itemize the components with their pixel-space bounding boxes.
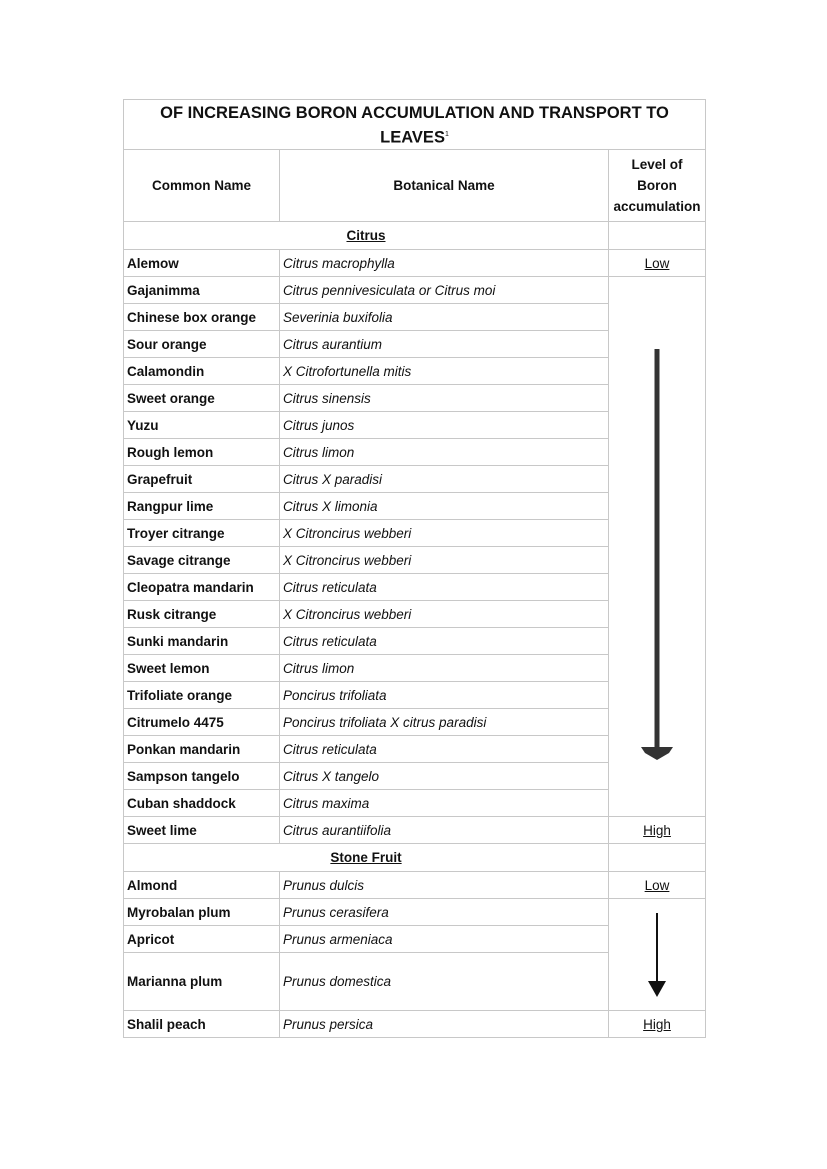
common-name-cell: Sweet orange: [124, 385, 280, 412]
level-high-cell: High: [609, 1011, 706, 1038]
header-row: [124, 150, 706, 222]
section-row: [124, 844, 706, 872]
botanical-name-cell: Poncirus trifoliata X citrus paradisi: [280, 709, 609, 736]
common-name-cell: Sweet lime: [124, 817, 280, 844]
botanical-name-cell: Prunus domestica: [280, 953, 609, 1011]
arrow-down-icon: [637, 349, 677, 761]
botanical-name-cell: Prunus persica: [280, 1011, 609, 1038]
botanical-name-cell: Citrus pennivesiculata or Citrus moi: [280, 277, 609, 304]
botanical-name-cell: X Citrofortunella mitis: [280, 358, 609, 385]
level-low-cell: Low: [609, 872, 706, 899]
common-name-cell: Apricot: [124, 926, 280, 953]
header-level-line2: Boron: [637, 178, 677, 193]
section-level-empty: [609, 844, 706, 872]
common-name-cell: Cleopatra mandarin: [124, 574, 280, 601]
table-row: [124, 1011, 706, 1038]
table-row: [124, 872, 706, 899]
header-common-name: Common Name: [124, 150, 280, 222]
common-name-cell: Citrumelo 4475: [124, 709, 280, 736]
table-row: [124, 899, 706, 926]
section-row: [124, 222, 706, 250]
botanical-name-cell: Citrus reticulata: [280, 736, 609, 763]
botanical-name-cell: Citrus limon: [280, 655, 609, 682]
common-name-cell: Myrobalan plum: [124, 899, 280, 926]
arrow-down-icon: [645, 913, 669, 999]
table-row: [124, 277, 706, 304]
botanical-name-cell: Prunus dulcis: [280, 872, 609, 899]
boron-table-page: [123, 99, 705, 1038]
common-name-cell: Grapefruit: [124, 466, 280, 493]
botanical-name-cell: Citrus aurantium: [280, 331, 609, 358]
common-name-cell: Alemow: [124, 250, 280, 277]
botanical-name-cell: Prunus cerasifera: [280, 899, 609, 926]
common-name-cell: Rusk citrange: [124, 601, 280, 628]
botanical-name-cell: Poncirus trifoliata: [280, 682, 609, 709]
common-name-cell: Rough lemon: [124, 439, 280, 466]
citrus-section: [124, 222, 706, 844]
section-title: Citrus: [124, 222, 609, 250]
botanical-name-cell: Citrus reticulata: [280, 628, 609, 655]
table-title: [124, 100, 706, 150]
botanical-name-cell: Citrus macrophylla: [280, 250, 609, 277]
section-title: Stone Fruit: [124, 844, 609, 872]
common-name-cell: Ponkan mandarin: [124, 736, 280, 763]
common-name-cell: Sweet lemon: [124, 655, 280, 682]
botanical-name-cell: Citrus X limonia: [280, 493, 609, 520]
common-name-cell: Trifoliate orange: [124, 682, 280, 709]
title-footnote: 1: [444, 131, 449, 139]
level-high-cell: High: [609, 817, 706, 844]
botanical-name-cell: Prunus armeniaca: [280, 926, 609, 953]
botanical-name-cell: Citrus reticulata: [280, 574, 609, 601]
botanical-name-cell: Citrus maxima: [280, 790, 609, 817]
common-name-cell: Yuzu: [124, 412, 280, 439]
common-name-cell: Gajanimma: [124, 277, 280, 304]
header-level-line1: Level of: [631, 157, 683, 172]
botanical-name-cell: Citrus sinensis: [280, 385, 609, 412]
botanical-name-cell: Citrus junos: [280, 412, 609, 439]
common-name-cell: Marianna plum: [124, 953, 280, 1011]
botanical-name-cell: X Citroncirus webberi: [280, 520, 609, 547]
level-arrow-cell: [609, 899, 706, 1011]
common-name-cell: Savage citrange: [124, 547, 280, 574]
botanical-name-cell: Severinia buxifolia: [280, 304, 609, 331]
common-name-cell: Calamondin: [124, 358, 280, 385]
botanical-name-cell: Citrus X paradisi: [280, 466, 609, 493]
common-name-cell: Troyer citrange: [124, 520, 280, 547]
botanical-name-cell: X Citroncirus webberi: [280, 547, 609, 574]
table-row: [124, 817, 706, 844]
boron-accumulation-table: [123, 99, 706, 1038]
header-botanical-name: Botanical Name: [280, 150, 609, 222]
section-level-empty: [609, 222, 706, 250]
common-name-cell: Chinese box orange: [124, 304, 280, 331]
level-low-cell: Low: [609, 250, 706, 277]
common-name-cell: Rangpur lime: [124, 493, 280, 520]
botanical-name-cell: Citrus X tangelo: [280, 763, 609, 790]
common-name-cell: Sunki mandarin: [124, 628, 280, 655]
table-row: [124, 250, 706, 277]
botanical-name-cell: Citrus aurantiifolia: [280, 817, 609, 844]
level-arrow-cell: [609, 277, 706, 817]
common-name-cell: Sampson tangelo: [124, 763, 280, 790]
common-name-cell: Cuban shaddock: [124, 790, 280, 817]
common-name-cell: Shalil peach: [124, 1011, 280, 1038]
common-name-cell: Almond: [124, 872, 280, 899]
title-row: [124, 100, 706, 150]
botanical-name-cell: Citrus limon: [280, 439, 609, 466]
header-level: [609, 150, 706, 222]
table-title-text: OF INCREASING BORON ACCUMULATION AND TRANSPORT TO LEAVES: [160, 104, 669, 147]
common-name-cell: Sour orange: [124, 331, 280, 358]
stone-fruit-section: [124, 844, 706, 1038]
header-level-line3: accumulation: [613, 199, 701, 214]
botanical-name-cell: X Citroncirus webberi: [280, 601, 609, 628]
